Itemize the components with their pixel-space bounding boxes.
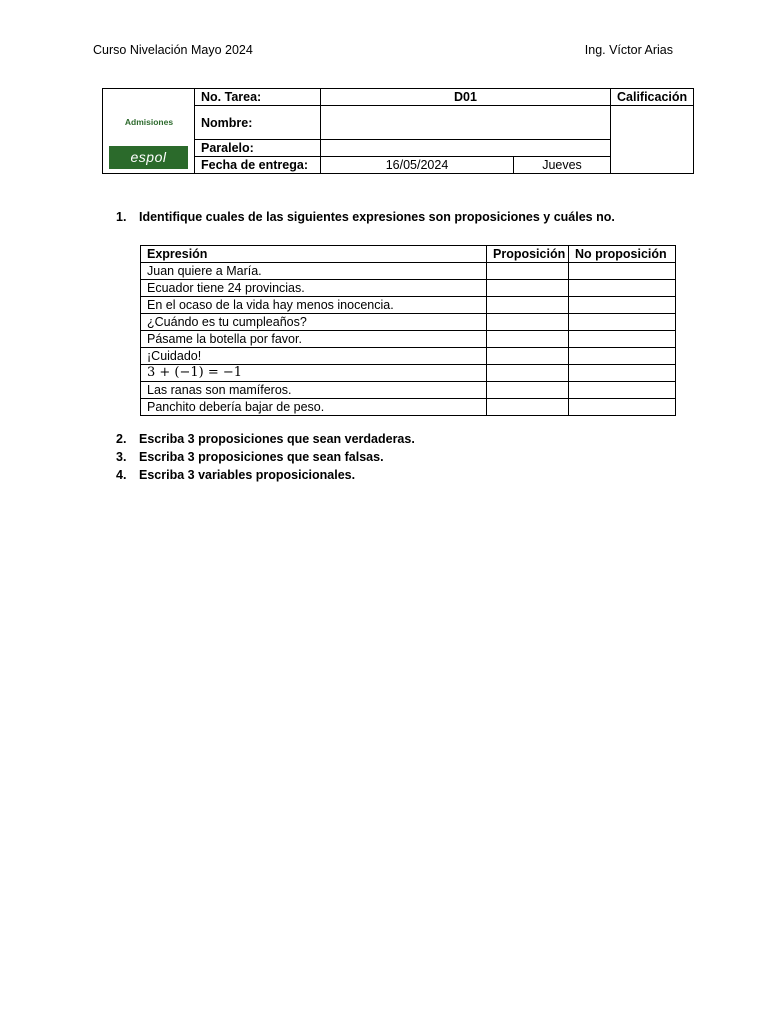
question-number: 4. (116, 468, 127, 482)
name-label: Nombre: (195, 106, 321, 140)
question-number: 3. (116, 450, 127, 464)
expressions-table (140, 245, 676, 416)
not-proposition-cell[interactable] (569, 331, 676, 348)
espol-admisiones-logo (103, 89, 195, 173)
group-label: Paralelo: (195, 140, 321, 157)
proposition-cell[interactable] (487, 331, 569, 348)
not-proposition-cell[interactable] (569, 399, 676, 416)
expression-cell: 3 + (−1) = −1 (141, 365, 487, 382)
not-proposition-cell[interactable] (569, 382, 676, 399)
not-proposition-cell[interactable] (569, 297, 676, 314)
grade-field[interactable] (611, 106, 694, 174)
question-text: Identifique cuales de las siguientes expresiones son proposiciones y cuáles no. (139, 210, 615, 224)
due-day-value: Jueves (514, 157, 611, 174)
header-course: Curso Nivelación Mayo 2024 (93, 43, 253, 57)
expression-cell: En el ocaso de la vida hay menos inocencia. (141, 297, 487, 314)
column-header-not-proposition: No proposición (569, 246, 676, 263)
table-row (141, 365, 676, 382)
expression-cell: ¡Cuidado! (141, 348, 487, 365)
expression-cell: Las ranas son mamíferos. (141, 382, 487, 399)
logo-cell (103, 89, 195, 174)
proposition-cell[interactable] (487, 280, 569, 297)
task-info-table (102, 88, 694, 174)
proposition-cell[interactable] (487, 297, 569, 314)
question-text: Escriba 3 variables proposicionales. (139, 468, 356, 482)
table-row (141, 382, 676, 399)
table-row (141, 314, 676, 331)
proposition-cell[interactable] (487, 365, 569, 382)
proposition-cell[interactable] (487, 314, 569, 331)
question-text: Escriba 3 proposiciones que sean falsas. (139, 450, 384, 464)
column-header-expression: Expresión (141, 246, 487, 263)
not-proposition-cell[interactable] (569, 365, 676, 382)
logo-admisiones-text: Admisiones (124, 117, 174, 127)
question-number: 2. (116, 432, 127, 446)
question-number: 1. (116, 210, 127, 224)
table-row (141, 331, 676, 348)
table-row (141, 263, 676, 280)
proposition-cell[interactable] (487, 348, 569, 365)
expression-cell: Pásame la botella por favor. (141, 331, 487, 348)
not-proposition-cell[interactable] (569, 314, 676, 331)
table-row (141, 348, 676, 365)
question-1 (116, 210, 615, 224)
due-date-label: Fecha de entrega: (195, 157, 321, 174)
table-row (141, 280, 676, 297)
question-2 (116, 432, 415, 446)
not-proposition-cell[interactable] (569, 280, 676, 297)
not-proposition-cell[interactable] (569, 263, 676, 280)
column-header-proposition: Proposición (487, 246, 569, 263)
table-row (141, 399, 676, 416)
task-number-label: No. Tarea: (195, 89, 321, 106)
name-field[interactable] (321, 106, 611, 140)
table-row (141, 297, 676, 314)
question-4 (116, 468, 355, 482)
expression-cell: ¿Cuándo es tu cumpleaños? (141, 314, 487, 331)
expression-cell: Panchito debería bajar de peso. (141, 399, 487, 416)
group-field[interactable] (321, 140, 611, 157)
header-instructor: Ing. Víctor Arias (584, 43, 673, 57)
due-date-value: 16/05/2024 (321, 157, 514, 174)
question-3 (116, 450, 384, 464)
logo-espol-text: espol (109, 146, 188, 169)
proposition-cell[interactable] (487, 399, 569, 416)
expression-cell: Ecuador tiene 24 provincias. (141, 280, 487, 297)
proposition-cell[interactable] (487, 263, 569, 280)
expression-cell: Juan quiere a María. (141, 263, 487, 280)
proposition-cell[interactable] (487, 382, 569, 399)
not-proposition-cell[interactable] (569, 348, 676, 365)
grade-label: Calificación (611, 89, 694, 106)
task-number-value: D01 (321, 89, 611, 106)
question-text: Escriba 3 proposiciones que sean verdaderas. (139, 432, 415, 446)
